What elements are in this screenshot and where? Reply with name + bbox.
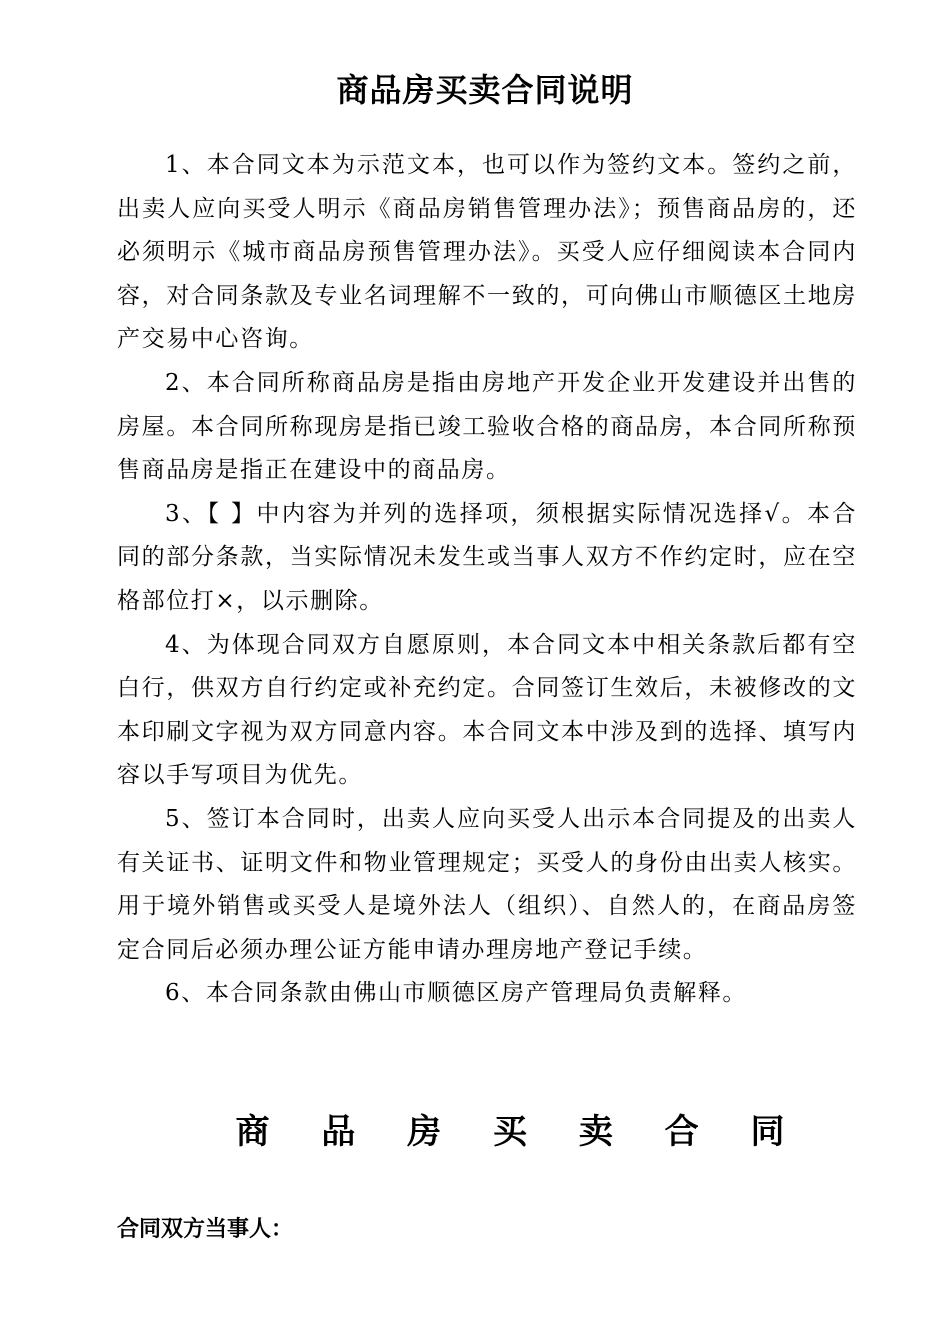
parties-label: 合同双方当事人： xyxy=(117,1217,294,1242)
contract-title: 商 品 房 买 卖 合 同 xyxy=(235,1112,805,1152)
instruction-paragraph-1: 1、本合同文本为示范文本，也可以作为签约文本。签约之前，出卖人应向买受人明示《商品房销售管理办法》；预售商品房的，还必须明示《城市商品房预售管理办法》。买受人应仔细阅读本合同内容，对合同条款及专业名词理解不一致的，可向佛山市顺德区土地房产交易中心咨询。 xyxy=(117,152,857,353)
instruction-paragraph-3: 3、【 】中内容为并列的选择项，须根据实际情况选择√。本合同的部分条款，当实际情况未发生或当事人双方不作约定时，应在空格部位打×，以示删除。 xyxy=(117,500,857,614)
instruction-paragraph-2: 2、本合同所称商品房是指由房地产开发企业开发建设并出售的房屋。本合同所称现房是指已竣工验收合格的商品房，本合同所称预售商品房是指正在建设中的商品房。 xyxy=(117,369,857,484)
instruction-paragraph-4: 4、为体现合同双方自愿原则，本合同文本中相关条款后都有空白行，供双方自行约定或补充约定。合同签订生效后，未被修改的文本印刷文字视为双方同意内容。本合同文本中涉及到的选择、填写内容以手写项目为优先。 xyxy=(117,631,857,789)
document-title: 商品房买卖合同说明 xyxy=(336,71,634,109)
instruction-paragraph-6: 6、本合同条款由佛山市顺德区房产管理局负责解释。 xyxy=(165,980,748,1007)
instruction-paragraph-5: 5、签订本合同时，出卖人应向买受人出示本合同提及的出卖人有关证书、证明文件和物业管理规定；买受人的身份由出卖人核实。用于境外销售或买受人是境外法人（组织）、自然人的，在商品房签定合同后必须办理公证方能申请办理房地产登记手续。 xyxy=(117,805,857,963)
instructions-body xyxy=(117,144,857,1016)
